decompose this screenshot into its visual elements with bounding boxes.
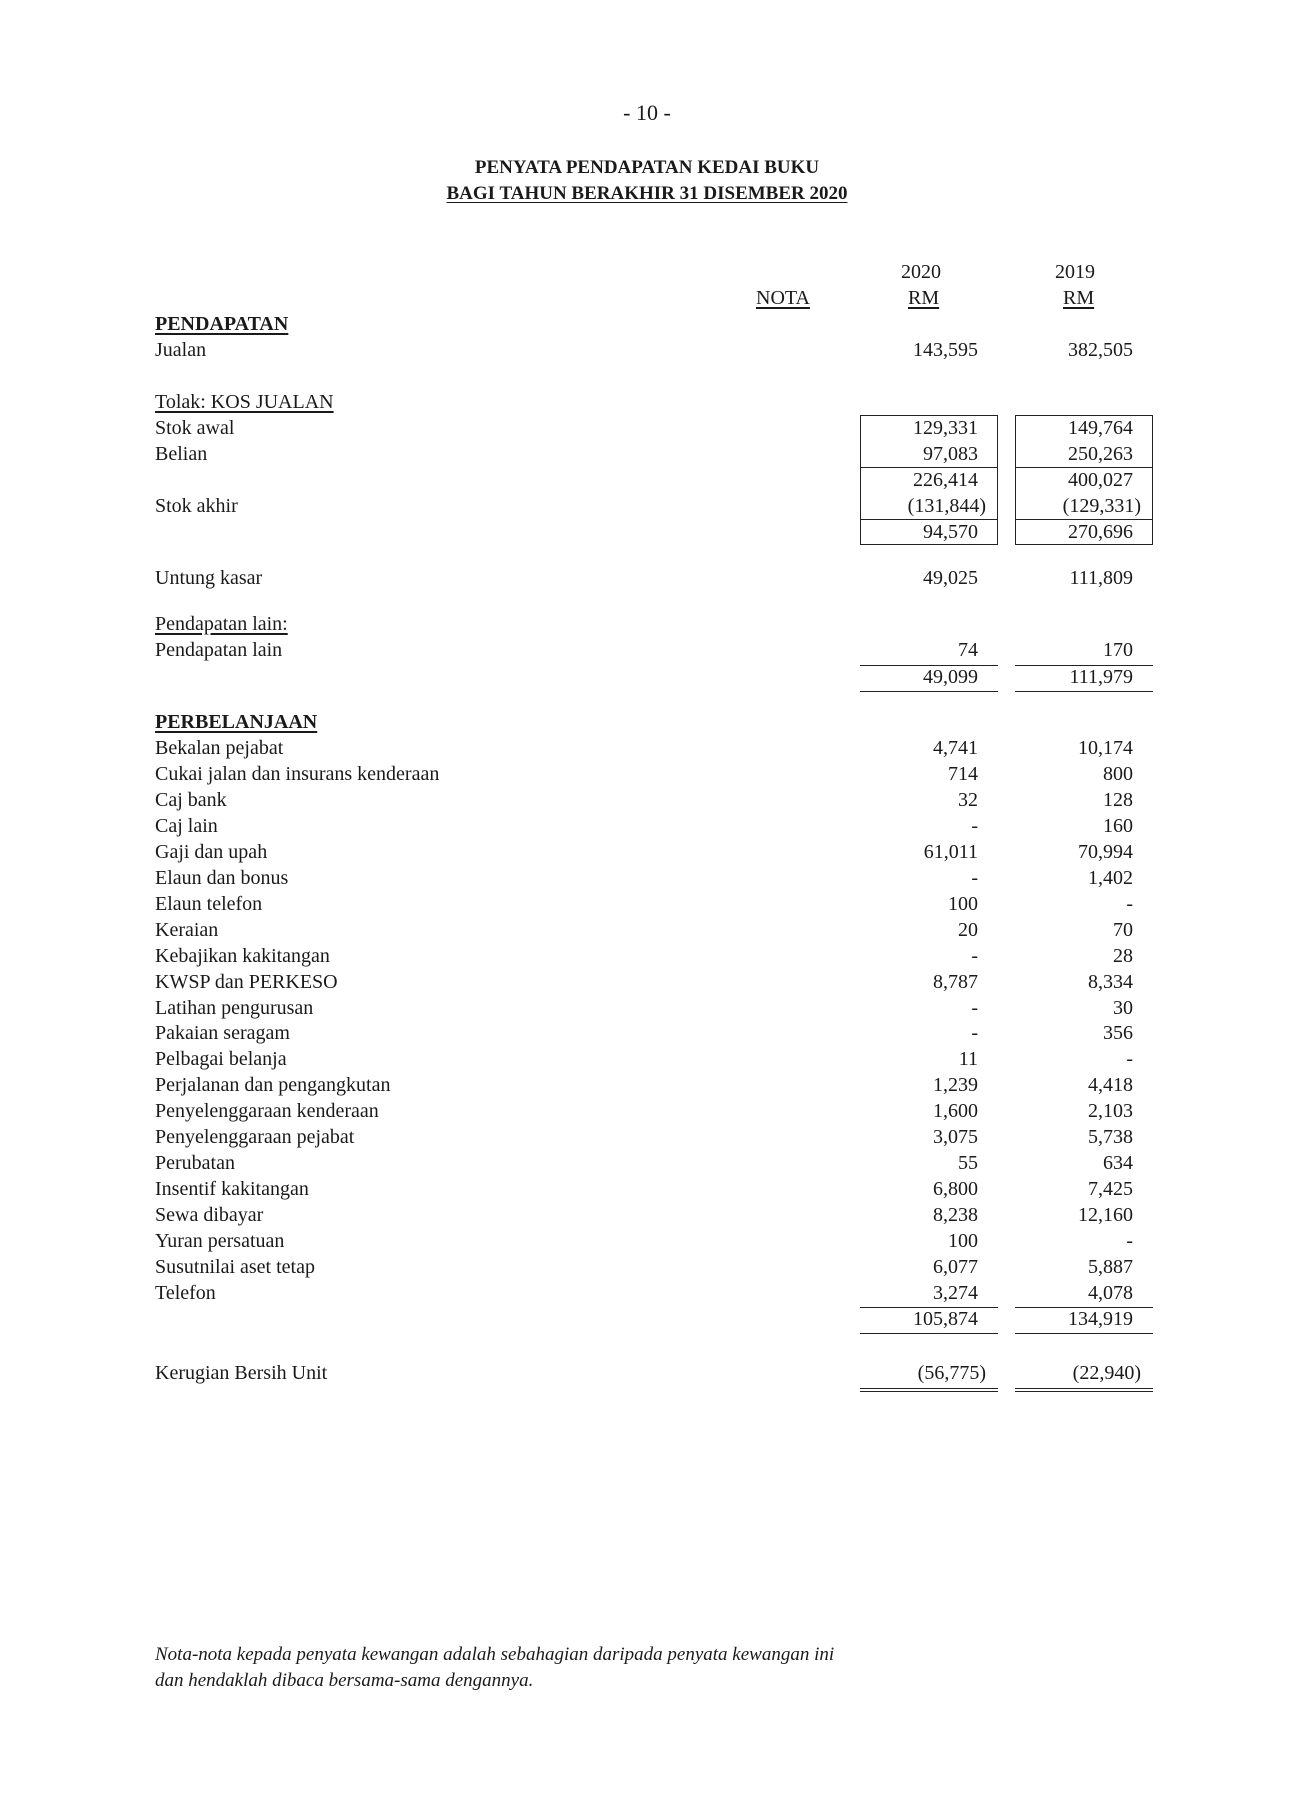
row-label-purchases: Belian — [155, 443, 208, 465]
column-nota: NOTA — [756, 287, 810, 309]
value-sales-2020: 143,595 — [913, 339, 978, 361]
expense-row-value-2019: 160 — [1103, 815, 1133, 837]
value-closing-stock-2020: (131,844) — [907, 495, 986, 517]
expense-row-label: KWSP dan PERKESO — [155, 971, 338, 993]
row-label-sales: Jualan — [155, 339, 207, 361]
expense-row-value-2019: 12,160 — [1078, 1204, 1133, 1226]
value-sales-2019: 382,505 — [1068, 339, 1133, 361]
expense-row-label: Insentif kakitangan — [155, 1178, 309, 1200]
total-line-2020 — [860, 519, 998, 520]
expense-row-value-2020: 8,787 — [933, 971, 978, 993]
value-gross-profit-2019: 111,809 — [1069, 567, 1133, 589]
other-income-total-line-2020 — [860, 691, 998, 692]
column-year-prior: 2019 — [1055, 261, 1095, 283]
expense-row-label: Perjalanan dan pengangkutan — [155, 1074, 391, 1096]
expense-row-value-2019: 1,402 — [1088, 867, 1133, 889]
net-loss-double-line-2020 — [860, 1388, 998, 1392]
row-label-gross-profit: Untung kasar — [155, 567, 263, 589]
expense-row-value-2019: 5,887 — [1088, 1256, 1133, 1278]
row-label-closing-stock: Stok akhir — [155, 495, 238, 517]
expense-row-value-2019: 4,418 — [1088, 1074, 1133, 1096]
expense-row-value-2019: 2,103 — [1088, 1100, 1133, 1122]
expense-row-value-2020: 1,600 — [933, 1100, 978, 1122]
statement-subtitle: BAGI TAHUN BERAKHIR 31 DISEMBER 2020 — [446, 183, 848, 204]
expense-row-value-2019: - — [1126, 1230, 1133, 1252]
expense-row-value-2019: 10,174 — [1078, 737, 1133, 759]
value-cos-subtotal-2019: 400,027 — [1068, 469, 1133, 491]
value-purchases-2020: 97,083 — [923, 443, 978, 465]
expense-row-label: Yuran persatuan — [155, 1230, 285, 1252]
expense-row-label: Gaji dan upah — [155, 841, 268, 863]
expense-row-value-2020: 100 — [948, 893, 978, 915]
expense-row-value-2020: 6,800 — [933, 1178, 978, 1200]
value-gross-profit-2020: 49,025 — [923, 567, 978, 589]
expense-row-value-2019: - — [1126, 893, 1133, 915]
row-label-opening-stock: Stok awal — [155, 417, 235, 439]
expense-row-value-2019: 128 — [1103, 789, 1133, 811]
expense-row-value-2020: 61,011 — [923, 841, 978, 863]
expense-row-label: Bekalan pejabat — [155, 737, 284, 759]
subtotal-line-2019 — [1015, 467, 1153, 468]
section-heading-revenue: PENDAPATAN — [155, 313, 289, 335]
footer-note-line2: dan hendaklah dibaca bersama-sama dengannya. — [155, 1670, 534, 1691]
section-heading-expenses: PERBELANJAAN — [155, 711, 318, 733]
expense-row-label: Latihan pengurusan — [155, 997, 314, 1019]
column-currency-prior: RM — [1063, 287, 1095, 309]
expense-row-value-2020: - — [971, 997, 978, 1019]
expense-row-value-2020: - — [971, 867, 978, 889]
value-cos-subtotal-2020: 226,414 — [913, 469, 978, 491]
value-expenses-total-2019: 134,919 — [1068, 1308, 1133, 1330]
value-other-income-total-2020: 49,099 — [923, 666, 978, 688]
value-purchases-2019: 250,263 — [1068, 443, 1133, 465]
footer-note-line1: Nota-nota kepada penyata kewangan adalah sebahagian daripada penyata kewangan ini — [155, 1644, 835, 1665]
expense-row-label: Susutnilai aset tetap — [155, 1256, 315, 1278]
expense-row-label: Cukai jalan dan insurans kenderaan — [155, 763, 440, 785]
expense-row-value-2020: 3,274 — [933, 1282, 978, 1304]
expense-row-value-2019: 5,738 — [1088, 1126, 1133, 1148]
row-label-net-loss: Kerugian Bersih Unit — [155, 1362, 328, 1384]
expense-row-label: Pakaian seragam — [155, 1022, 290, 1044]
expense-row-value-2019: - — [1126, 1048, 1133, 1070]
expense-row-value-2020: - — [971, 945, 978, 967]
expense-row-label: Perubatan — [155, 1152, 235, 1174]
expense-row-value-2019: 8,334 — [1088, 971, 1133, 993]
value-other-income-total-2019: 111,979 — [1069, 666, 1133, 688]
page-number: - 10 - — [623, 100, 671, 125]
value-net-loss-2019: (22,940) — [1072, 1362, 1141, 1384]
value-opening-stock-2019: 149,764 — [1068, 417, 1133, 439]
subtotal-line-2020 — [860, 467, 998, 468]
value-expenses-total-2020: 105,874 — [913, 1308, 978, 1330]
expense-row-value-2019: 4,078 — [1088, 1282, 1133, 1304]
row-label-other-income: Pendapatan lain — [155, 639, 283, 661]
expense-row-value-2019: 30 — [1113, 997, 1133, 1019]
net-loss-double-line-2019 — [1015, 1388, 1153, 1392]
expense-row-value-2020: 4,741 — [933, 737, 978, 759]
expense-row-value-2020: - — [971, 1022, 978, 1044]
value-opening-stock-2020: 129,331 — [913, 417, 978, 439]
total-line-2019 — [1015, 519, 1153, 520]
value-cos-total-2020: 94,570 — [923, 521, 978, 543]
expense-row-value-2019: 28 — [1113, 945, 1133, 967]
expense-row-label: Kebajikan kakitangan — [155, 945, 330, 967]
expense-row-value-2020: 6,077 — [933, 1256, 978, 1278]
expense-row-value-2020: 714 — [948, 763, 978, 785]
expense-row-value-2019: 7,425 — [1088, 1178, 1133, 1200]
expense-row-value-2020: 8,238 — [933, 1204, 978, 1226]
expense-row-value-2019: 70,994 — [1078, 841, 1133, 863]
expense-row-label: Sewa dibayar — [155, 1204, 264, 1226]
expense-row-label: Penyelenggaraan kenderaan — [155, 1100, 379, 1122]
expense-row-value-2019: 634 — [1103, 1152, 1133, 1174]
expenses-total-line-2020 — [860, 1333, 998, 1334]
expense-row-value-2020: 3,075 — [933, 1126, 978, 1148]
value-net-loss-2020: (56,775) — [917, 1362, 986, 1384]
expense-row-value-2020: 20 — [958, 919, 978, 941]
value-closing-stock-2019: (129,331) — [1062, 495, 1141, 517]
expense-row-value-2019: 356 — [1103, 1022, 1133, 1044]
expense-row-label: Keraian — [155, 919, 219, 941]
expense-row-label: Caj lain — [155, 815, 218, 837]
expense-row-label: Elaun dan bonus — [155, 867, 289, 889]
expense-row-value-2020: 55 — [958, 1152, 978, 1174]
expense-row-value-2020: - — [971, 815, 978, 837]
expense-row-label: Caj bank — [155, 789, 227, 811]
expense-row-label: Elaun telefon — [155, 893, 263, 915]
expense-row-value-2020: 1,239 — [933, 1074, 978, 1096]
other-income-total-line-2019 — [1015, 691, 1153, 692]
expense-row-label: Pelbagai belanja — [155, 1048, 287, 1070]
value-other-income-2020: 74 — [958, 639, 978, 661]
expense-row-value-2019: 70 — [1113, 919, 1133, 941]
statement-title: PENYATA PENDAPATAN KEDAI BUKU — [474, 157, 820, 178]
expense-row-value-2020: 32 — [958, 789, 978, 811]
expense-row-value-2019: 800 — [1103, 763, 1133, 785]
expense-row-label: Telefon — [155, 1282, 216, 1304]
expense-row-label: Penyelenggaraan pejabat — [155, 1126, 355, 1148]
expenses-total-line-2019 — [1015, 1333, 1153, 1334]
value-cos-total-2019: 270,696 — [1068, 521, 1133, 543]
column-currency-current: RM — [908, 287, 940, 309]
expense-row-value-2020: 100 — [948, 1230, 978, 1252]
column-year-current: 2020 — [901, 261, 941, 283]
expense-row-value-2020: 11 — [958, 1048, 978, 1070]
section-heading-cost-of-sales: Tolak: KOS JUALAN — [155, 391, 334, 413]
section-heading-other-income: Pendapatan lain: — [155, 613, 288, 635]
value-other-income-2019: 170 — [1103, 639, 1133, 661]
